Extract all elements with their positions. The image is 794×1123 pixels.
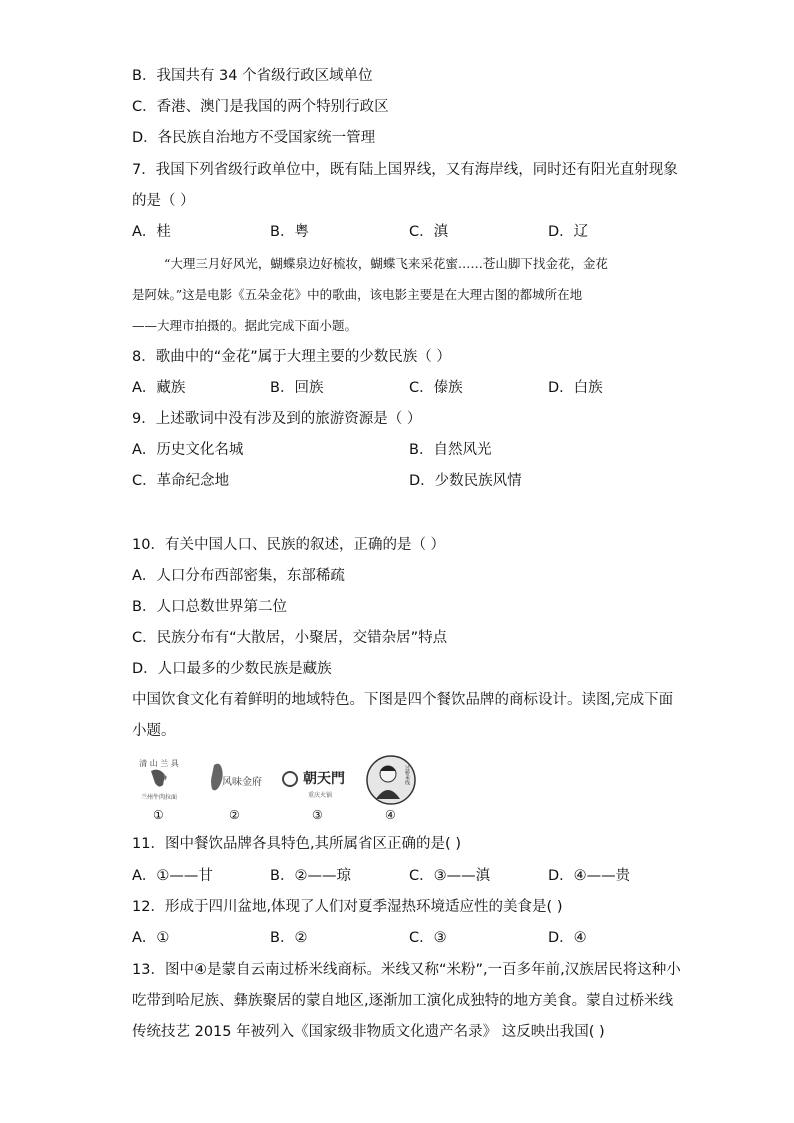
q7-option-b: B．粤 [270,224,309,240]
logo-number-2: ② [229,808,240,822]
q8-option-a: A．藏族 [132,380,186,396]
q8-stem: 8．歌曲中的“金花”属于大理主要的少数民族（ ） [132,349,451,365]
q11-option-b: B．②——琼 [270,868,351,884]
logo3-sub: 重庆火锅 [307,792,333,799]
q7-option-c: C．滇 [409,224,449,240]
q7-option-a: A．桂 [132,224,171,240]
q11-stem: 11．图中餐饮品牌各具特色,其所属省区正确的是( ) [132,836,461,852]
logo2-text: 风味金府 [222,777,262,788]
logo-fengwei [206,755,266,805]
q8-option-d: D．白族 [548,380,603,396]
passage-line1: “大理三月好风光，蝴蝶泉边好梳妆，蝴蝶飞来采花蜜……苍山脚下找金花，金花 [164,256,608,271]
logo-lanzhou [133,755,185,805]
q12-option-b: B．② [270,930,308,946]
logo1-text: 清 山 兰 具 [139,759,179,768]
q9-option-b: B．自然风光 [409,442,492,458]
q10-option-b: B．人口总数世界第二位 [132,599,287,615]
q12-option-d: D．④ [548,930,587,946]
q10-option-c: C．民族分布有“大散居，小聚居，交错杂居”特点 [132,630,448,646]
q13-line1: 13．图中④是蒙自云南过桥米线商标。米线又称“米粉”,一百多年前,汉族居民将这种小 [132,962,681,978]
q6-option-c: C．香港、澳门是我国的两个特别行政区 [132,99,389,115]
logo-number-1: ① [153,808,164,822]
logo1-sub: 兰州牛肉拉面 [140,794,178,801]
logo-chaotianmen [280,755,352,805]
q8-option-b: B．回族 [270,380,324,396]
passage-line2: 是阿妹。”这是电影《五朵金花》中的歌曲，该电影主要是在大理古图的都城所在地 [132,287,583,302]
q12-stem: 12．形成于四川盆地,体现了人们对夏季湿热环境适应性的美食是( ) [132,899,563,915]
intro-line1: 中国饮食文化有着鲜明的地域特色。下图是四个餐饮品牌的商标设计。读图,完成下面 [132,692,674,708]
q9-option-a: A．历史文化名城 [132,442,244,458]
q10-option-a: A．人口分布西部密集，东部稀疏 [132,568,345,584]
q12-option-a: A．① [132,930,170,946]
q12-option-c: C．③ [409,930,447,946]
intro-line2: 小题。 [132,723,176,739]
q7-stem-line2: 的是（ ） [132,193,195,209]
q11-option-a: A．①——甘 [132,868,213,884]
q9-option-c: C．革命纪念地 [132,473,230,489]
q10-stem: 10．有关中国人口、民族的叙述，正确的是（ ） [132,537,446,553]
q9-option-d: D．少数民族风情 [409,473,522,489]
q6-option-d: D．各民族自治地方不受国家统一管理 [132,130,376,146]
logo-guoqiao [366,755,416,805]
logo3-text: 朝天門 [303,771,345,787]
q7-option-d: D．辽 [548,224,589,240]
q7-stem-line1: 7．我国下列省级行政单位中，既有陆上国界线，又有海岸线，同时还有阳光直射现象 [132,162,678,178]
q8-option-c: C．傣族 [409,380,463,396]
passage-line3: ——大理市拍摄的。据此完成下面小题。 [132,318,358,333]
q6-option-b: B．我国共有 34 个省级行政区域单位 [132,68,373,84]
logo-number-3: ③ [312,808,323,822]
q11-option-d: D．④——贵 [548,868,631,884]
q9-stem: 9．上述歌词中没有涉及到的旅游资源是（ ） [132,411,422,427]
q11-option-c: C．③——滇 [409,868,491,884]
logo-number-4: ④ [385,808,396,822]
q13-line2: 吃带到哈尼族、彝族聚居的蒙自地区,逐渐加工演化成独特的地方美食。蒙自过桥米线 [132,993,674,1009]
q13-line3: 传统技艺 2015 年被列入《国家级非物质文化遗产名录》 这反映出我国( ) [132,1024,605,1040]
q10-option-d: D．人口最多的少数民族是藏族 [132,661,332,677]
logo4-text: 过桥米线 [404,765,410,785]
